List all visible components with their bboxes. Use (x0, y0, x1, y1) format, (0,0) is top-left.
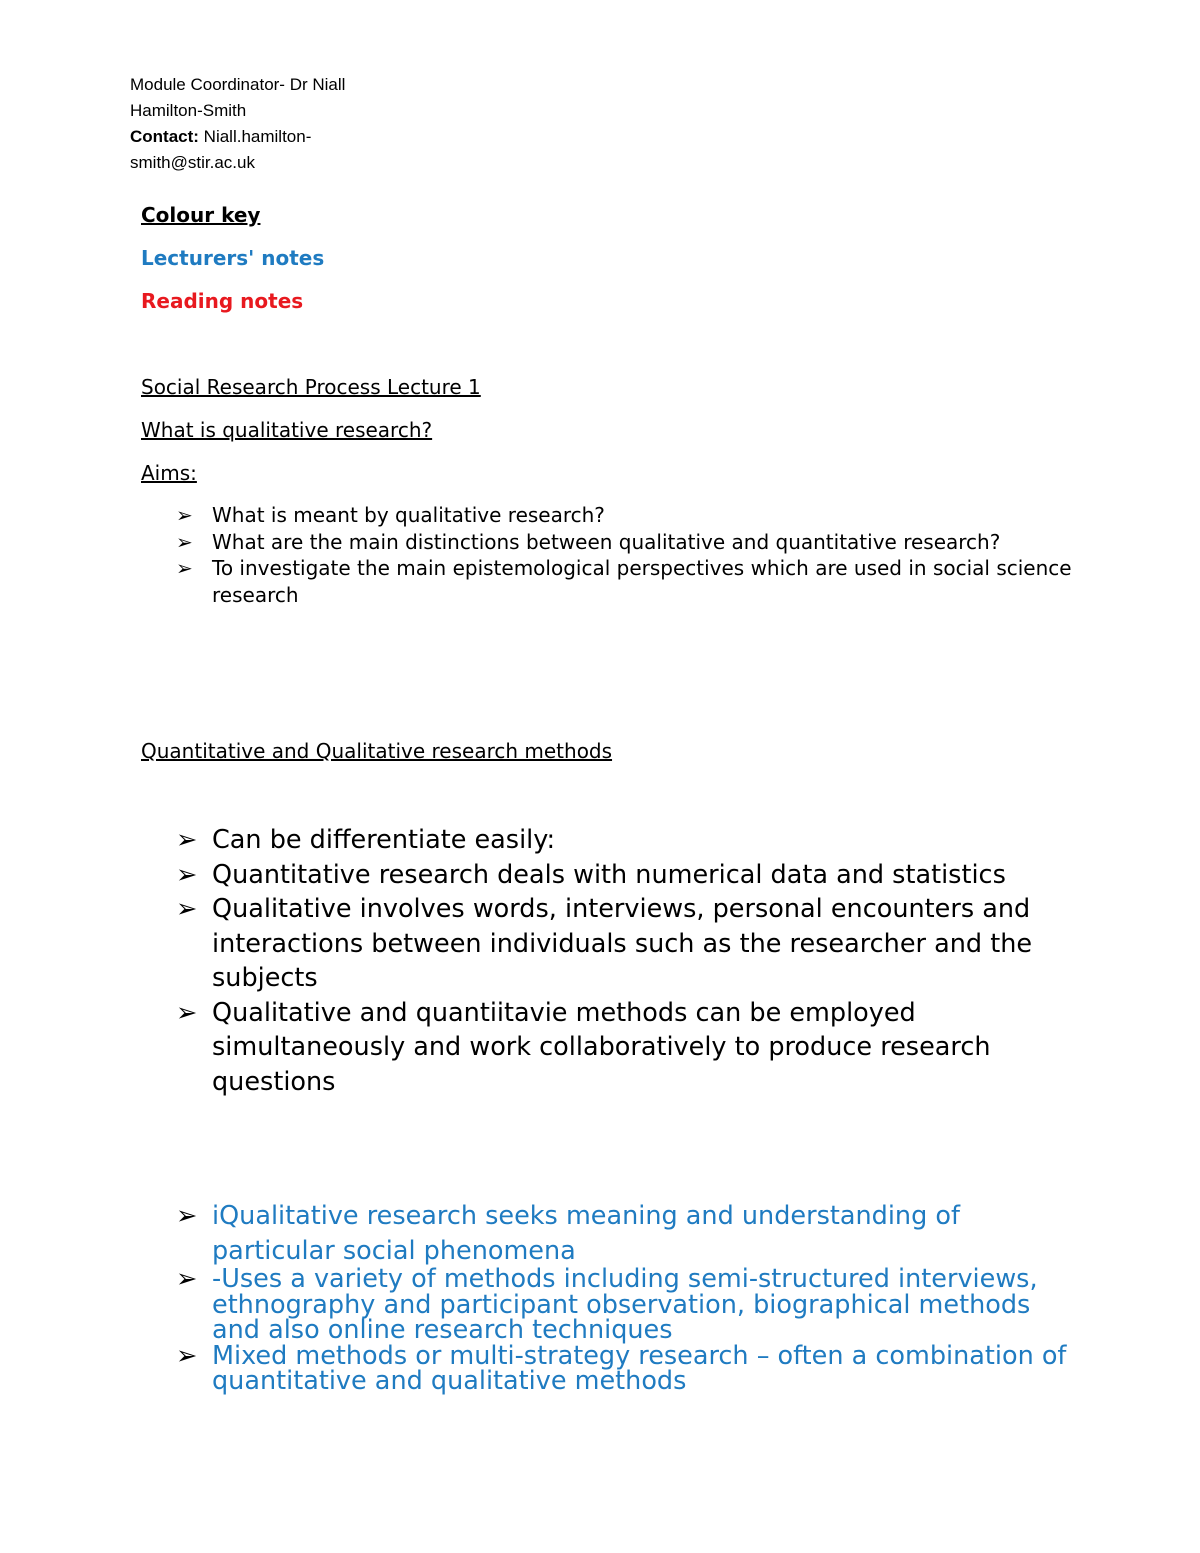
arrow-bullet-icon: ➢ (176, 894, 198, 924)
coordinator-line: Module Coordinator- Dr Niall (130, 75, 346, 94)
arrow-bullet-icon: ➢ (176, 556, 193, 580)
list-item (141, 555, 1081, 608)
list-item (141, 529, 1081, 556)
aims-list (141, 502, 1081, 608)
list-item (141, 858, 1081, 893)
methods-list (141, 823, 1081, 1099)
contact-email-line: smith@stir.ac.uk (130, 153, 255, 172)
list-item (141, 1340, 1081, 1396)
lecturer-notes-list (141, 1199, 1081, 1269)
contact-label: Contact: (130, 127, 199, 146)
aim-text: To investigate the main epistemological perspectives which are used in social science research (212, 556, 1072, 607)
lecturer-notes-list-compact (141, 1264, 1081, 1396)
lecturer-note-text: iQualitative research seeks meaning and understanding of particular social phenomena (212, 1201, 960, 1266)
colour-key-reading: Reading notes (141, 289, 304, 313)
arrow-bullet-icon: ➢ (176, 529, 193, 554)
point-text: Quantitative research deals with numerical data and statistics (212, 859, 1006, 890)
module-header (130, 72, 400, 176)
aims-label: Aims: (141, 461, 197, 485)
arrow-bullet-icon: ➢ (176, 1340, 198, 1371)
lecture-subtitle: What is qualitative research? (141, 418, 433, 442)
arrow-bullet-icon: ➢ (176, 503, 193, 527)
contact-line (130, 124, 400, 150)
list-item (141, 1264, 1081, 1345)
aim-text: What are the main distinctions between qualitative and quantitative research? (212, 529, 1001, 554)
list-item (141, 1199, 1081, 1269)
arrow-bullet-icon: ➢ (176, 997, 198, 1028)
lecture-title: Social Research Process Lecture 1 (141, 375, 481, 399)
point-text: Can be differentiate easily: (212, 825, 556, 855)
aim-text: What is meant by qualitative research? (212, 503, 605, 527)
arrow-bullet-icon: ➢ (176, 859, 198, 890)
lecturer-note-text: Mixed methods or multi-strategy research – often a combination of quantitative and qualitative methods (212, 1340, 1067, 1396)
colour-key-title: Colour key (141, 203, 261, 227)
list-item (141, 996, 1081, 1100)
colour-key-lecturers: Lecturers' notes (141, 246, 325, 270)
section-title: Quantitative and Qualitative research methods (141, 739, 613, 763)
list-item (141, 823, 1081, 858)
list-item (141, 502, 1081, 529)
point-text: Qualitative and quantiitavie methods can be employed simultaneously and work collaboratively to produce research questions (212, 997, 991, 1097)
arrow-bullet-icon: ➢ (176, 1201, 198, 1231)
lecturer-note-text: -Uses a variety of methods including semi-structured interviews, ethnography and participant observation, biographical methods and also online research techniques (212, 1264, 1038, 1345)
list-item (141, 892, 1081, 996)
coordinator-name-line: Hamilton-Smith (130, 101, 247, 120)
point-text: Qualitative involves words, interviews, personal encounters and interactions between individuals such as the researcher and the subjects (212, 894, 1033, 993)
arrow-bullet-icon: ➢ (176, 1264, 198, 1294)
contact-value: Niall.hamilton- (198, 127, 312, 146)
arrow-bullet-icon: ➢ (176, 825, 198, 855)
